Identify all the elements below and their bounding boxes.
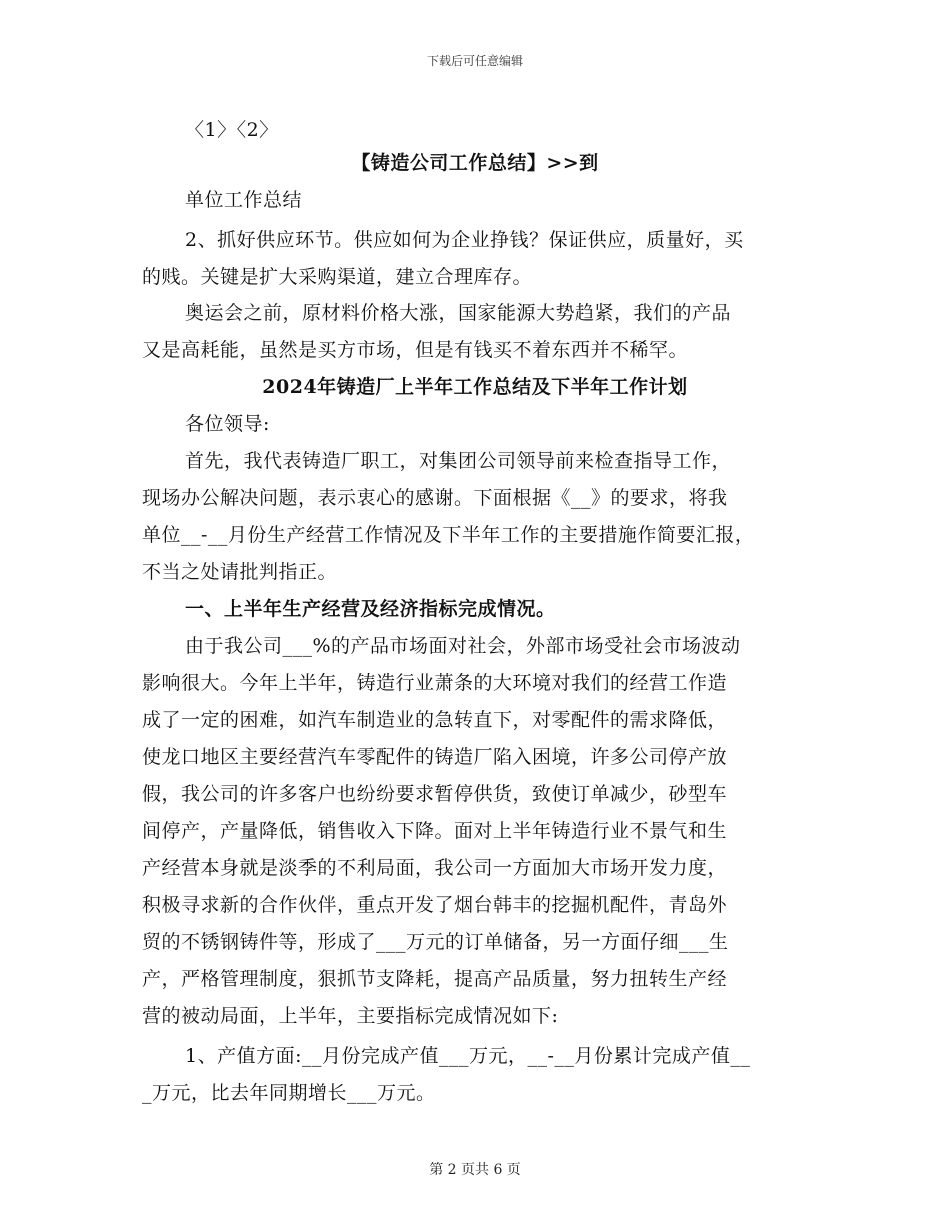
paragraph-line: 产经营本身就是淡季的不利局面，我公司一方面加大市场开发力度， xyxy=(142,857,728,879)
paragraph-line: 成了一定的困难，如汽车制造业的急转直下，对零配件的需求降低， xyxy=(142,709,728,731)
paragraph-line: 1、产值方面:__月份完成产值___万元，__-__月份累计完成产值__ xyxy=(185,1045,751,1067)
paragraph-line: 影响很大。今年上半年，铸造行业萧条的大环境对我们的经营工作造 xyxy=(142,672,728,694)
paragraph-line: 由于我公司___%的产品市场面对社会，外部市场受社会市场波动 xyxy=(185,635,741,657)
paragraph-line: 单位__-__月份生产经营工作情况及下半年工作的主要措施作简要汇报， xyxy=(142,524,755,546)
paragraph-line: 贸的不锈钢铸件等，形成了___万元的订单储备，另一方面仔细___生 xyxy=(142,931,729,953)
page-footer: 第 2 页共 6 页 xyxy=(429,1162,521,1178)
paragraph-line: 2、抓好供应环节。供应如何为企业挣钱？保证供应，质量好，买 xyxy=(185,229,744,251)
page-reference: 〈1〉〈2〉 xyxy=(185,119,279,141)
paragraph-line: 假，我公司的许多客户也纷纷要求暂停供货，致使订单减少，砂型车 xyxy=(142,783,728,805)
paragraph-line: 现场办公解决问题，表示衷心的感谢。下面根据《__》的要求，将我 xyxy=(142,487,728,509)
paragraph-line: 又是高耗能，虽然是买方市场，但是有钱买不着东西并不稀罕。 xyxy=(142,339,689,361)
paragraph-line: 不当之处请批判指正。 xyxy=(142,561,338,583)
paragraph-line: 积极寻求新的合作伙伴，重点开发了烟台韩丰的挖掘机配件，青岛外 xyxy=(142,894,728,916)
section-link-title: 【铸造公司工作总结】>>到 xyxy=(351,152,599,174)
page-header: 下载后可任意编辑 xyxy=(426,54,523,68)
section-heading: 一、上半年生产经营及经济指标完成情况。 xyxy=(185,598,556,620)
paragraph-line: 使龙口地区主要经营汽车零配件的铸造厂陷入困境，许多公司停产放 xyxy=(142,746,728,768)
paragraph-line: 营的被动局面，上半年，主要指标完成情况如下: xyxy=(142,1005,559,1027)
salutation: 各位领导: xyxy=(185,413,270,435)
paragraph-line: 间停产，产量降低，销售收入下降。面对上半年铸造行业不景气和生 xyxy=(142,820,728,842)
paragraph-line: 产，严格管理制度，狠抓节支降耗，提高产品质量，努力扭转生产经 xyxy=(142,968,728,990)
paragraph-line: 的贱。关键是扩大采购渠道，建立合理库存。 xyxy=(142,266,533,288)
document-title: 2024年铸造厂上半年工作总结及下半年工作计划 xyxy=(262,376,688,398)
paragraph-line: 首先，我代表铸造厂职工，对集团公司领导前来检查指导工作， xyxy=(185,450,732,472)
paragraph-line: 单位工作总结 xyxy=(185,189,303,211)
paragraph-line: 奥运会之前，原材料价格大涨，国家能源大势趋紧，我们的产品 xyxy=(185,302,732,324)
paragraph-line: _万元，比去年同期增长___万元。 xyxy=(142,1082,436,1104)
